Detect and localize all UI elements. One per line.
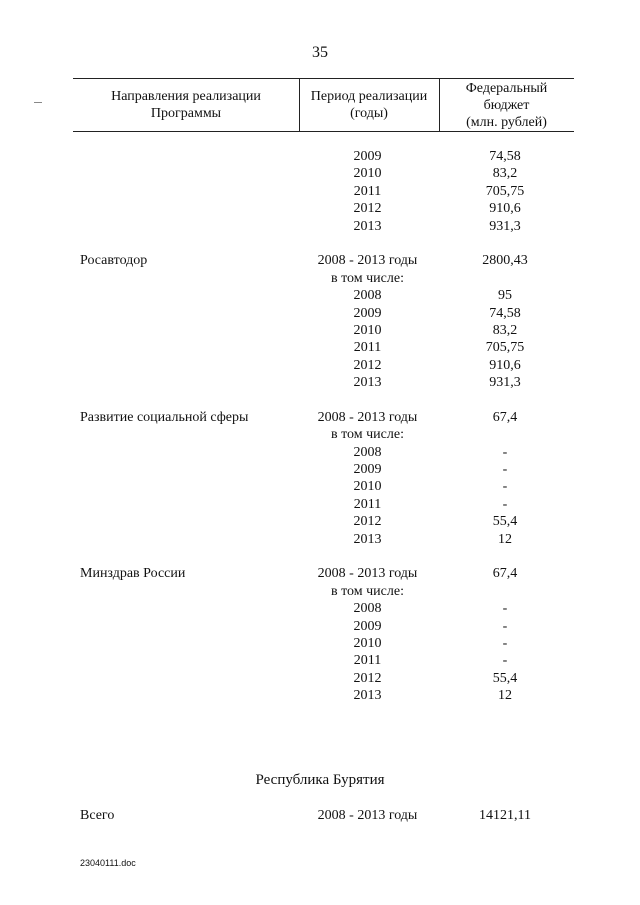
row-period: 2011 [353, 340, 382, 356]
row-period: 2009 [353, 149, 382, 164]
row-name: Росавтодор [80, 253, 148, 269]
row-name: Развитие социальной сферы [80, 409, 249, 425]
region-title: Республика Бурятия [255, 772, 385, 788]
row-spacer [0, 391, 640, 408]
row-amount: 95 [498, 288, 512, 304]
row-amount: 67,4 [492, 566, 518, 582]
table-row [0, 583, 640, 600]
row-amount: 55,4 [492, 670, 518, 686]
row-amount: 910,6 [489, 201, 521, 217]
row-amount: 83,2 [492, 322, 518, 338]
row-period: 2008 [353, 288, 382, 304]
column-header-budget [439, 80, 574, 131]
row-amount: - [502, 601, 508, 617]
table-row [0, 305, 640, 322]
header-line: бюджет [483, 98, 530, 113]
table-row [0, 687, 640, 704]
row-period: в том числе: [331, 583, 404, 599]
table-row [0, 444, 640, 461]
row-period: 2012 [353, 514, 382, 530]
row-period: 2009 [353, 305, 382, 321]
row-amount: 12 [498, 688, 512, 704]
row-amount: 705,75 [485, 183, 525, 199]
table-row [0, 496, 640, 513]
row-period: 2010 [353, 322, 382, 338]
footer-filename: 23040111.doc [80, 858, 136, 868]
row-amount: - [502, 462, 508, 478]
row-amount: 12 [498, 531, 512, 547]
row-amount: 74,58 [489, 149, 521, 164]
row-amount: 910,6 [489, 357, 521, 373]
table-row [0, 409, 640, 426]
row-period: 2010 [353, 635, 382, 651]
page-number: 35 [312, 44, 328, 61]
row-period: 2010 [353, 166, 382, 182]
table-row [0, 148, 640, 165]
row-period: 2008 [353, 601, 382, 617]
table-row [0, 287, 640, 304]
row-period: 2009 [353, 462, 382, 478]
row-amount: 931,3 [489, 375, 521, 391]
table-row [0, 339, 640, 356]
table-row [0, 531, 640, 548]
row-spacer [0, 548, 640, 565]
column-header-direction [73, 88, 299, 122]
row-amount: - [502, 479, 508, 495]
row-name: Минздрав России [80, 566, 186, 582]
table-row [0, 165, 640, 182]
row-period: 2011 [353, 183, 382, 199]
row-period: 2011 [353, 496, 382, 512]
row-amount: 931,3 [489, 218, 521, 234]
table-row [0, 270, 640, 287]
row-amount: - [502, 653, 508, 669]
row-period: 2013 [353, 531, 382, 547]
table-row [0, 600, 640, 617]
table-row [0, 565, 640, 582]
row-period: 2013 [353, 375, 382, 391]
row-amount: 83,2 [492, 166, 518, 182]
total-label: Всего [80, 808, 115, 823]
row-period: 2012 [353, 670, 382, 686]
row-period: 2012 [353, 201, 382, 217]
table-row [0, 322, 640, 339]
table-row [0, 357, 640, 374]
row-period: 2009 [353, 618, 382, 634]
table-row [0, 374, 640, 391]
row-amount: 2800,43 [482, 253, 528, 269]
margin-mark [34, 102, 42, 103]
table-row [0, 252, 640, 269]
row-period: 2013 [353, 688, 382, 704]
total-period: 2008 - 2013 годы [317, 808, 418, 823]
row-period: 2010 [353, 479, 382, 495]
row-period: в том числе: [331, 427, 404, 443]
row-amount: - [502, 635, 508, 651]
total-amount: 14121,11 [479, 808, 531, 823]
row-amount: - [502, 618, 508, 634]
table-row [0, 478, 640, 495]
table-row [0, 461, 640, 478]
header-line: Период реализации [310, 89, 428, 104]
header-line: (годы) [350, 106, 388, 121]
table-row [0, 200, 640, 217]
row-period: 2008 - 2013 годы [317, 253, 418, 269]
table-row [0, 670, 640, 687]
header-line: (млн. рублей) [466, 115, 547, 130]
row-period: 2011 [353, 653, 382, 669]
row-period: в том числе: [331, 270, 404, 286]
header-line: Федеральный [465, 81, 548, 96]
row-period: 2008 - 2013 годы [317, 409, 418, 425]
table-row [0, 183, 640, 200]
table-row [0, 652, 640, 669]
row-period: 2008 - 2013 годы [317, 566, 418, 582]
header-top-rule [73, 78, 574, 79]
table-row [0, 635, 640, 652]
row-amount: 55,4 [492, 514, 518, 530]
header-line: Направления реализации [111, 89, 261, 104]
total-row [0, 808, 640, 828]
row-period: 2012 [353, 357, 382, 373]
row-amount: 74,58 [489, 305, 521, 321]
row-amount: - [502, 496, 508, 512]
table-row [0, 513, 640, 530]
column-header-period [299, 88, 439, 122]
table-row [0, 218, 640, 235]
table-body [0, 148, 640, 705]
row-period: 2013 [353, 218, 382, 234]
row-amount: 705,75 [485, 340, 525, 356]
table-row [0, 618, 640, 635]
header-line: Программы [150, 106, 222, 121]
row-period: 2008 [353, 444, 382, 460]
row-amount: 67,4 [492, 409, 518, 425]
table-row [0, 426, 640, 443]
row-amount: - [502, 444, 508, 460]
row-spacer [0, 235, 640, 252]
header-bottom-rule [73, 131, 574, 132]
